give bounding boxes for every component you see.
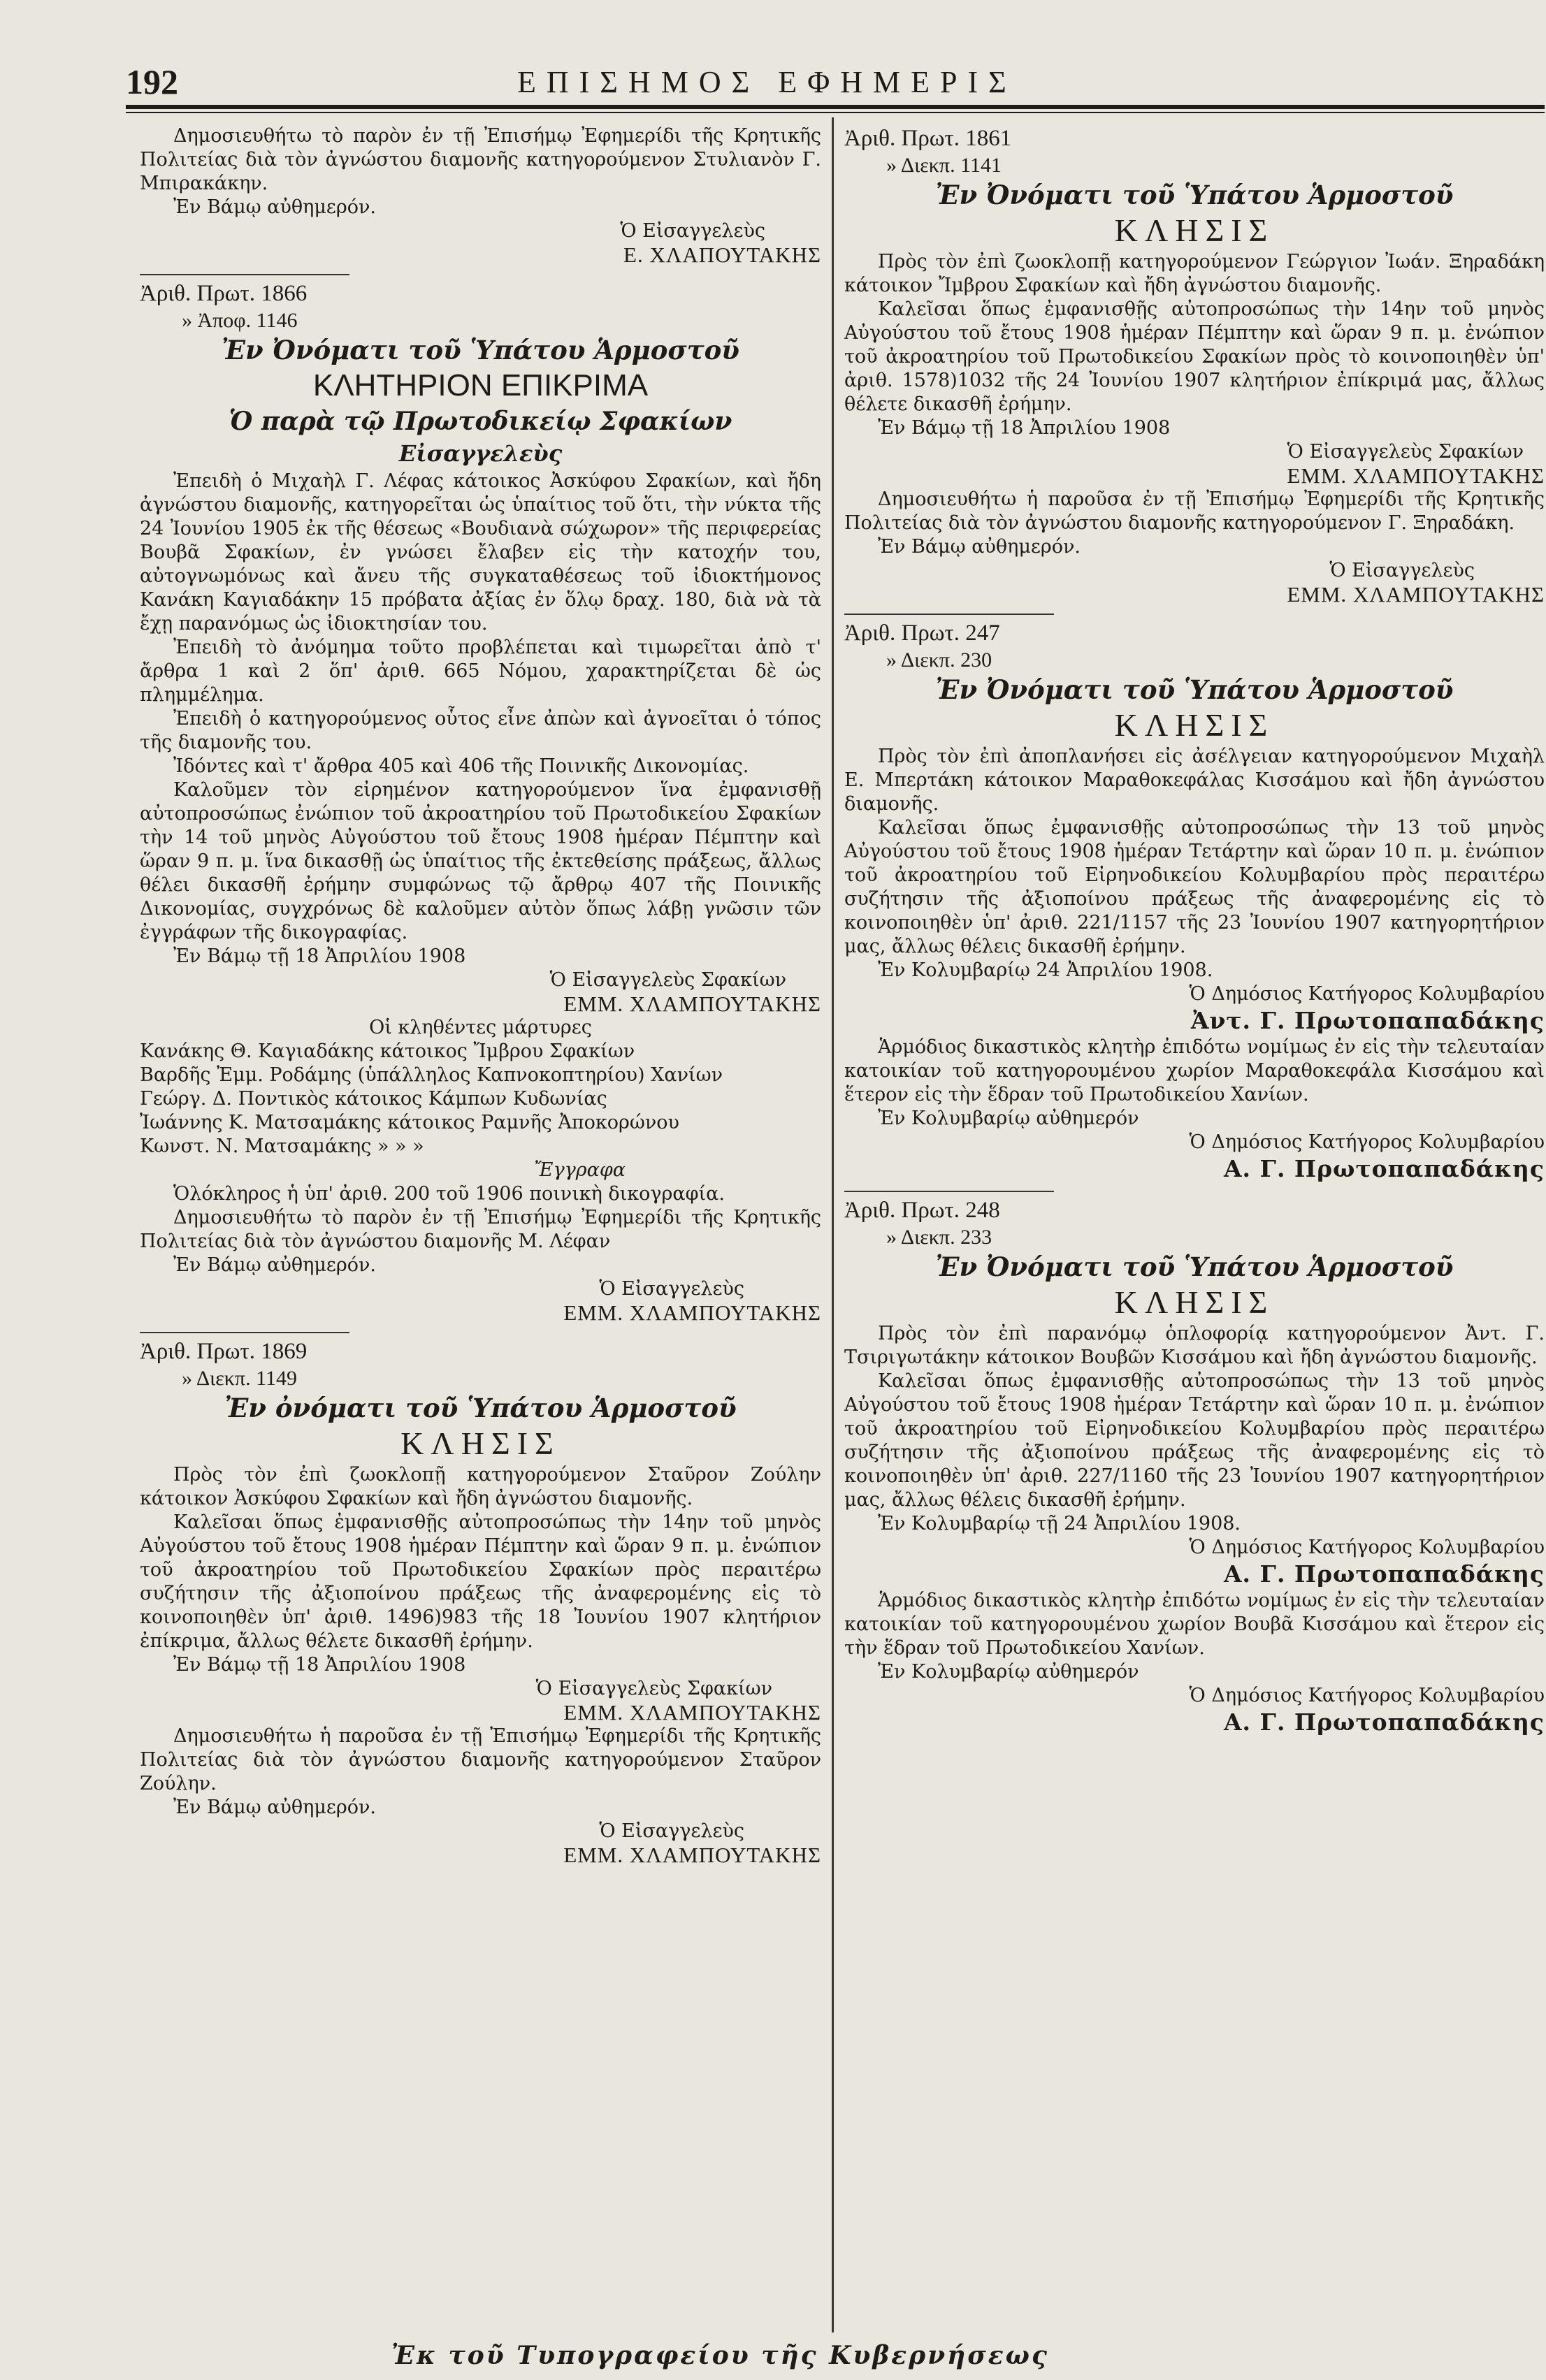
protocol-number: Ἀριθ. Πρωτ. 1861 [844,126,1012,151]
body-paragraph: Καλεῖσαι ὅπως ἐμφανισθῇς αὐτοπροσώπως τὴν 13 τοῦ μηνὸς Αὐγούστου τοῦ ἔτους 1908 ἡμέραν Τετάρτην καὶ ὥραν 10 π. μ. ἐνώπιον τοῦ ἀκροατηρίου τοῦ Εἰρηνοδικείου Κολυμβαρίου πρὸς περαιτέρω συζήτησιν τῆς ἀξιοποίνου πράξεως τῆς ἀναφερομένης εἰς τὸ κοινοποιηθὲν ὑπ' ἀριθ. 227/1160 τῆς 23 Ἰουνίου 1907 κατηγορητήριον μας, ἄλλως θέλεις δικασθῆ ἐρήμην. [844,1370,1545,1511]
signer-title: Ὁ Εἰσαγγελεὺς Σφακίων [549,969,786,991]
body-paragraph: Ἐπειδὴ ὁ κατηγορούμενος οὗτος εἶνε ἀπὼν καὶ ἀγνοεῖται ὁ τόπος τῆς διαμονῆς του. [140,708,821,753]
protocol-number: Ἀριθ. Πρωτ. 1866 [140,281,308,306]
body-paragraph: Πρὸς τὸν ἐπὶ παρανόμῳ ὁπλοφορίᾳ κατηγορούμενον Ἀντ. Γ. Τσιριγωτάκην κάτοικον Βουβῶν Κισσάμου καὶ ἤδη ἀγνώστου διαμονῆς. [844,1323,1545,1368]
signer-name: ΕΜΜ. ΧΛΑΜΠΟΥΤΑΚΗΣ [563,1300,821,1325]
notice-heading: Ἐν Ὀνόματι τοῦ Ὑπάτου Ἁρμοστοῦ [935,674,1454,705]
page-number: 192 [126,62,178,101]
publish-paragraph: Δημοσιευθήτω ἡ παροῦσα ἐν τῇ Ἐπισήμῳ Ἐφημερίδι τῆς Κρητικῆς Πολιτείας διὰ τὸν ἀγνώστου διαμονῆς κατηγορούμενον Σταῦρον Ζούλην. [140,1725,821,1794]
separator [140,1332,349,1333]
date-line: Ἐν Βάμῳ τῇ 18 Ἀπριλίου 1908 [878,417,1171,439]
body-paragraph: Ἐπειδὴ ὁ Μιχαὴλ Γ. Λέφας κάτοικος Ἀσκύφου Σφακίων, καὶ ἤδη ἀγνώστου διαμονῆς, κατηγορεῖται ὡς ὑπαίτιος τοῦ ὅτι, τὴν νύκτα τῆς 24 Ἰουνίου 1905 ἐκ τῆς θέσεως «Βουδιανὰ σώχωρον» τῆς περιφερείας Βουβᾶ Σφακίων, ἐν γνώσει ἔλαβεν εἰς τὴν κατοχήν του, αὐτογνωμόνως καὶ ἄνευ τῆς συγκαταθέσεως τοῦ ἰδιοκτήμονος Κανάκη Καγιαδάκην 15 πρόβατα ἀξίας ἐν ὅλῳ δραχ. 180, διὰ νὰ τὰ ἔχῃ παρανόμως ὡς ἰδιοκτησίαν του. [140,470,821,634]
signer-name: ΕΜΜ. ΧΛΑΜΠΟΥΤΑΚΗΣ [563,1700,821,1725]
notice-heading: Ἐν Ὀνόματι τοῦ Ὑπάτου Ἁρμοστοῦ [935,1251,1454,1282]
signer-title: Ὁ Εἰσαγγελεὺς Σφακίων [535,1678,772,1699]
dispatch-number: » Διεκπ. 1149 [182,1367,297,1390]
gazette-title: ΕΠΙΣΗΜΟΣ ΕΦΗΜΕΡΙΣ [517,65,1017,99]
witness-entry: Ἰωάννης Κ. Ματσαμάκης κάτοικος Ραμνῆς Ἀποκορώνου [140,1112,679,1133]
signer-name: ΕΜΜ. ΧΛΑΜΠΟΥΤΑΚΗΣ [563,992,821,1016]
documents-heading: Ἔγγραφα [534,1159,626,1181]
notice-heading: Ἐν Ὀνόματι τοῦ Ὑπάτου Ἁρμοστοῦ [935,180,1454,210]
body-paragraph: Καλοῦμεν τὸν εἰρημένον κατηγορούμενον ἵνα ἐμφανισθῇ αὐτοπροσώπως ἐνώπιον τοῦ ἀκροατηρίου τοῦ Πρωτοδικείου Σφακίων τὴν 14 τοῦ μηνὸς Αὐγούστου τοῦ ἔτους 1908 ἡμέραν Πέμπτην καὶ ὥραν 9 π. μ. ἵνα δικασθῇ ὡς ὑπαίτιος τῆς ἐκτεθείσης πράξεως, ἄλλως θέλει δικασθῆ ἐρήμην συμφώνως τῷ ἄρθρῳ 407 τῆς Ποινικῆς Δικονομίας, συγχρόνως δὲ καλοῦμεν αὐτὸν ὅπως λάβῃ γνῶσιν τῶν ἐγγράφων τῆς δικογραφίας. [140,779,821,943]
body-paragraph: Ἰδόντες καὶ τ' ἄρθρα 405 καὶ 406 τῆς Ποινικῆς Δικονομίας. [173,755,749,777]
dispatch-number: » Διεκπ. 230 [886,648,992,672]
dispatch-number: » Διεκπ. 233 [886,1226,992,1249]
protocol-number: Ἀριθ. Πρωτ. 248 [844,1198,1000,1223]
signer-title: Ὁ Δημόσιος Κατήγορος Κολυμβαρίου [1189,1131,1545,1153]
notice-heading: Ἐν ὀνόματι τοῦ Ὑπάτου Ἁρμοστοῦ [224,1393,737,1423]
court-line: Ὁ παρὰ τῷ Πρωτοδικείῳ Σφακίων [229,407,732,436]
publish-place: Ἐν Βάμῳ αὐθημερόν. [173,1254,376,1276]
signer-title: Ὁ Εἰσαγγελεὺς [620,220,765,242]
body-paragraph: Ἁρμόδιος δικαστικὸς κλητὴρ ἐπιδότω νομίμως ἐν εἰς τὴν τελευταίαν κατοικίαν τοῦ κατηγορουμένου χωρίον Βουβᾶ Κισσάμου καὶ ἕτερον εἰς τὴν ἕδραν τοῦ Πρωτοδικείου Χανίων. [844,1590,1545,1659]
signer-title: Ὁ Εἰσαγγελεὺς [1329,560,1475,581]
header-rule [126,105,1545,109]
body-paragraph: Ἁρμόδιος δικαστικὸς κλητὴρ ἐπιδότω νομίμως ἐν εἰς τὴν τελευταίαν κατοικίαν τοῦ κατηγορουμένου χωρίον Μαραθοκεφάλα Κισσάμου καὶ ἕτερον εἰς τὴν ἕδραν τοῦ Πρωτοδικείου Χανίων. [844,1036,1545,1105]
signer-name: Α. Γ. Πρωτοπαπαδάκης [1223,1560,1545,1588]
body-paragraph: Καλεῖσαι ὅπως ἐμφανισθῇς αὐτοπροσώπως τὴν 14ην τοῦ μηνὸς Αὐγούστου τοῦ ἔτους 1908 ἡμέραν Πέμπτην καὶ ὥραν 9 π. μ. ἐνώπιον τοῦ ἀκροατηρίου τοῦ Πρωτοδικείου Σφακίων πρὸς περαιτέρω συζήτησιν τῆς ἀξιοποίνου πράξεως τῆς ἀναφερομένης εἰς τὸ κοινοποιηθὲν ὑπ' ἀριθ. 1496)983 τῆς 18 Ἰουνίου 1907 κλητήριον ἐπίκριμα, ἄλλως θέλετε δικασθῆ ἐρήμην. [140,1511,821,1652]
notice-title: ΚΛΗΤΗΡΙΟΝ ΕΠΙΚΡΙΜΑ [312,368,649,402]
publish-place: Ἐν Κολυμβαρίῳ αὐθημερόν [878,1108,1139,1129]
signer-name: Ἀντ. Γ. Πρωτοπαπαδάκης [1190,1007,1545,1034]
signer-title: Ὁ Δημόσιος Κατήγορος Κολυμβαρίου [1189,1685,1545,1706]
signer-name: Α. Γ. Πρωτοπαπαδάκης [1223,1708,1545,1736]
publish-place: Ἐν Βάμῳ αὐθημερόν. [878,536,1081,558]
decision-number: » Ἀποφ. 1146 [182,309,298,332]
publish-place: Ἐν Κολυμβαρίῳ αὐθημερόν [878,1661,1139,1683]
dispatch-number: » Διεκπ. 1141 [886,154,1002,177]
publish-paragraph: Δημοσιευθήτω τὸ παρὸν ἐν τῇ Ἐπισήμῳ Ἐφημερίδι τῆς Κρητικῆς Πολιτείας διὰ τὸν ἀγνώστου διαμονῆς Μ. Λέφαν [140,1207,821,1252]
protocol-number: Ἀριθ. Πρωτ. 1869 [140,1339,308,1364]
body-paragraph: Πρὸς τὸν ἐπὶ ἀποπλανήσει εἰς ἀσέλγειαν κατηγορούμενον Μιχαὴλ Ε. Μπερτάκη κάτοικον Μαραθοκεφάλας Κισσάμου καὶ ἤδη ἀγνώστου διαμονῆς. [844,746,1545,815]
prosecutor-line: Εἰσαγγελεὺς [398,440,563,467]
separator [140,274,349,275]
signer-title: Ὁ Εἰσαγγελεὺς [599,1820,744,1842]
publish-paragraph: Δημοσιευθήτω ἡ παροῦσα ἐν τῇ Ἐπισήμῳ Ἐφημερίδι τῆς Κρητικῆς Πολιτείας διὰ τὸν ἀγνώστου διαμονῆς κατηγορούμενον Γ. Ξηραδάκη. [844,488,1545,534]
signer-title: Ὁ Δημόσιος Κατήγορος Κολυμβαρίου [1189,983,1545,1005]
witness-entry: Βαρδῆς Ἐμμ. Ροδάμης (ὑπάλληλος Καπνοκοπτηρίου) Χανίων [140,1064,723,1086]
witnesses-heading: Οἱ κληθέντες μάρτυρες [369,1017,592,1038]
separator [844,1191,1054,1192]
signer-title: Ὁ Εἰσαγγελεὺς [599,1278,744,1300]
page-header [126,61,1517,103]
intro-place: Ἐν Βάμῳ αὐθημερόν. [173,196,376,218]
protocol-number: Ἀριθ. Πρωτ. 247 [844,621,1000,646]
documents-entry: Ὁλόκληρος ἡ ὑπ' ἀριθ. 200 τοῦ 1906 ποινικὴ δικογραφία. [173,1183,725,1205]
notice-title: ΚΛΗΣΙΣ [400,1425,561,1461]
date-line: Ἐν Κολυμβαρίῳ τῇ 24 Ἀπριλίου 1908. [878,1513,1241,1534]
right-column [844,124,1545,1737]
body-paragraph: Καλεῖσαι ὅπως ἐμφανισθῇς αὐτοπροσώπως τὴν 14ην τοῦ μηνὸς Αὐγούστου τοῦ ἔτους 1908 ἡμέραν Πέμπτην καὶ ὥραν 9 π. μ. ἐνώπιον τοῦ ἀκροατηρίου τοῦ Πρωτοδικείου Σφακίων πρὸς τὸ κοινοποιηθὲν ὑπ' ἀριθ. 1578)1032 τῆς 24 Ἰουνίου 1907 κλητήριον ἐπίκριμά μας, ἄλλως θέλετε δικασθῆ ἐρήμην. [844,298,1545,415]
date-line: Ἐν Βάμῳ τῇ 18 Ἀπριλίου 1908 [173,945,466,967]
signer-name: ΕΜΜ. ΧΛΑΜΠΟΥΤΑΚΗΣ [1287,582,1545,607]
body-paragraph: Πρὸς τὸν ἐπὶ ζωοκλοπῇ κατηγορούμενον Σταῦρον Ζούλην κάτοικον Ἀσκύφου Σφακίων καὶ ἤδη ἀγνώστου διαμονῆς. [140,1464,821,1509]
separator [844,614,1054,615]
witness-entry: Γεώργ. Δ. Ποντικὸς κάτοικος Κάμπων Κυδωνίας [140,1088,607,1110]
body-paragraph: Ἐπειδὴ τὸ ἀνόμημα τοῦτο προβλέπεται καὶ τιμωρεῖται ἀπὸ τ' ἄρθρα 1 καὶ 2 ὅπ' ἀριθ. 665 Νόμου, χαρακτηρίζεται δὲ ὡς πλημμέλημα. [140,637,821,706]
notice-title: ΚΛΗΣΙΣ [1114,707,1275,743]
body-paragraph: Καλεῖσαι ὅπως ἐμφανισθῇς αὐτοπροσώπως τὴν 13 τοῦ μηνὸς Αὐγούστου τοῦ ἔτους 1908 ἡμέραν Τετάρτην καὶ ὥραν 10 π. μ. ἐνώπιον τοῦ ἀκροατηρίου τοῦ Εἰρηνοδικείου Κολυμβαρίου πρὸς περαιτέρω συζήτησιν τῆς ἀξιοποίνου πράξεως τῆς ἀναφερομένης εἰς τὸ κοινοποιηθὲν ὑπ' ἀριθ. 221/1157 τῆς 23 Ἰουνίου 1907 κατηγορητήριον μας, ἄλλως θέλεις δικασθῆ ἐρήμην. [844,817,1545,957]
signer-name: ΕΜΜ. ΧΛΑΜΠΟΥΤΑΚΗΣ [1287,463,1545,488]
publish-place: Ἐν Βάμῳ αὐθημερόν. [173,1797,376,1818]
notice-heading: Ἐν Ὀνόματι τοῦ Ὑπάτου Ἁρμοστοῦ [222,335,739,365]
signer-name: ΕΜΜ. ΧΛΑΜΠΟΥΤΑΚΗΣ [563,1843,821,1867]
intro-paragraph: Δημοσιευθήτω τὸ παρὸν ἐν τῇ Ἐπισήμῳ Ἐφημερίδι τῆς Κρητικῆς Πολιτείας διὰ τὸν ἀγνώστου διαμονῆς κατηγορούμενον Στυλιανὸν Γ. Μπιρακάκην. [140,125,821,194]
notice-title: ΚΛΗΣΙΣ [1114,212,1275,248]
notice-title: ΚΛΗΣΙΣ [1114,1284,1275,1320]
printer-footer: Ἐκ τοῦ Τυπογραφείου τῆς Κυβερνήσεως [391,2341,1049,2370]
date-line: Ἐν Κολυμβαρίῳ 24 Ἀπριλίου 1908. [878,959,1213,981]
signer-name: Ε. ΧΛΑΠΟΥΤΑΚΗΣ [623,242,821,267]
witness-entry: Κωνστ. Ν. Ματσαμάκης » » » [140,1135,424,1157]
column-divider [832,117,834,2332]
date-line: Ἐν Βάμῳ τῇ 18 Ἀπριλίου 1908 [173,1654,466,1676]
header-rule-thin [126,112,1545,113]
body-paragraph: Πρὸς τὸν ἐπὶ ζωοκλοπῇ κατηγορούμενον Γεώργιον Ἰωάν. Ξηραδάκη κάτοικον Ἴμβρου Σφακίων καὶ ἤδη ἀγνώστου διαμονῆς. [844,251,1545,296]
signer-title: Ὁ Δημόσιος Κατήγορος Κολυμβαρίου [1189,1537,1545,1558]
witness-entry: Κανάκης Θ. Καγιαδάκης κάτοικος Ἴμβρου Σφακίων [140,1040,635,1062]
signer-name: Α. Γ. Πρωτοπαπαδάκης [1223,1155,1545,1182]
signer-title: Ὁ Εἰσαγγελεὺς Σφακίων [1287,441,1524,463]
left-column [140,124,821,1867]
